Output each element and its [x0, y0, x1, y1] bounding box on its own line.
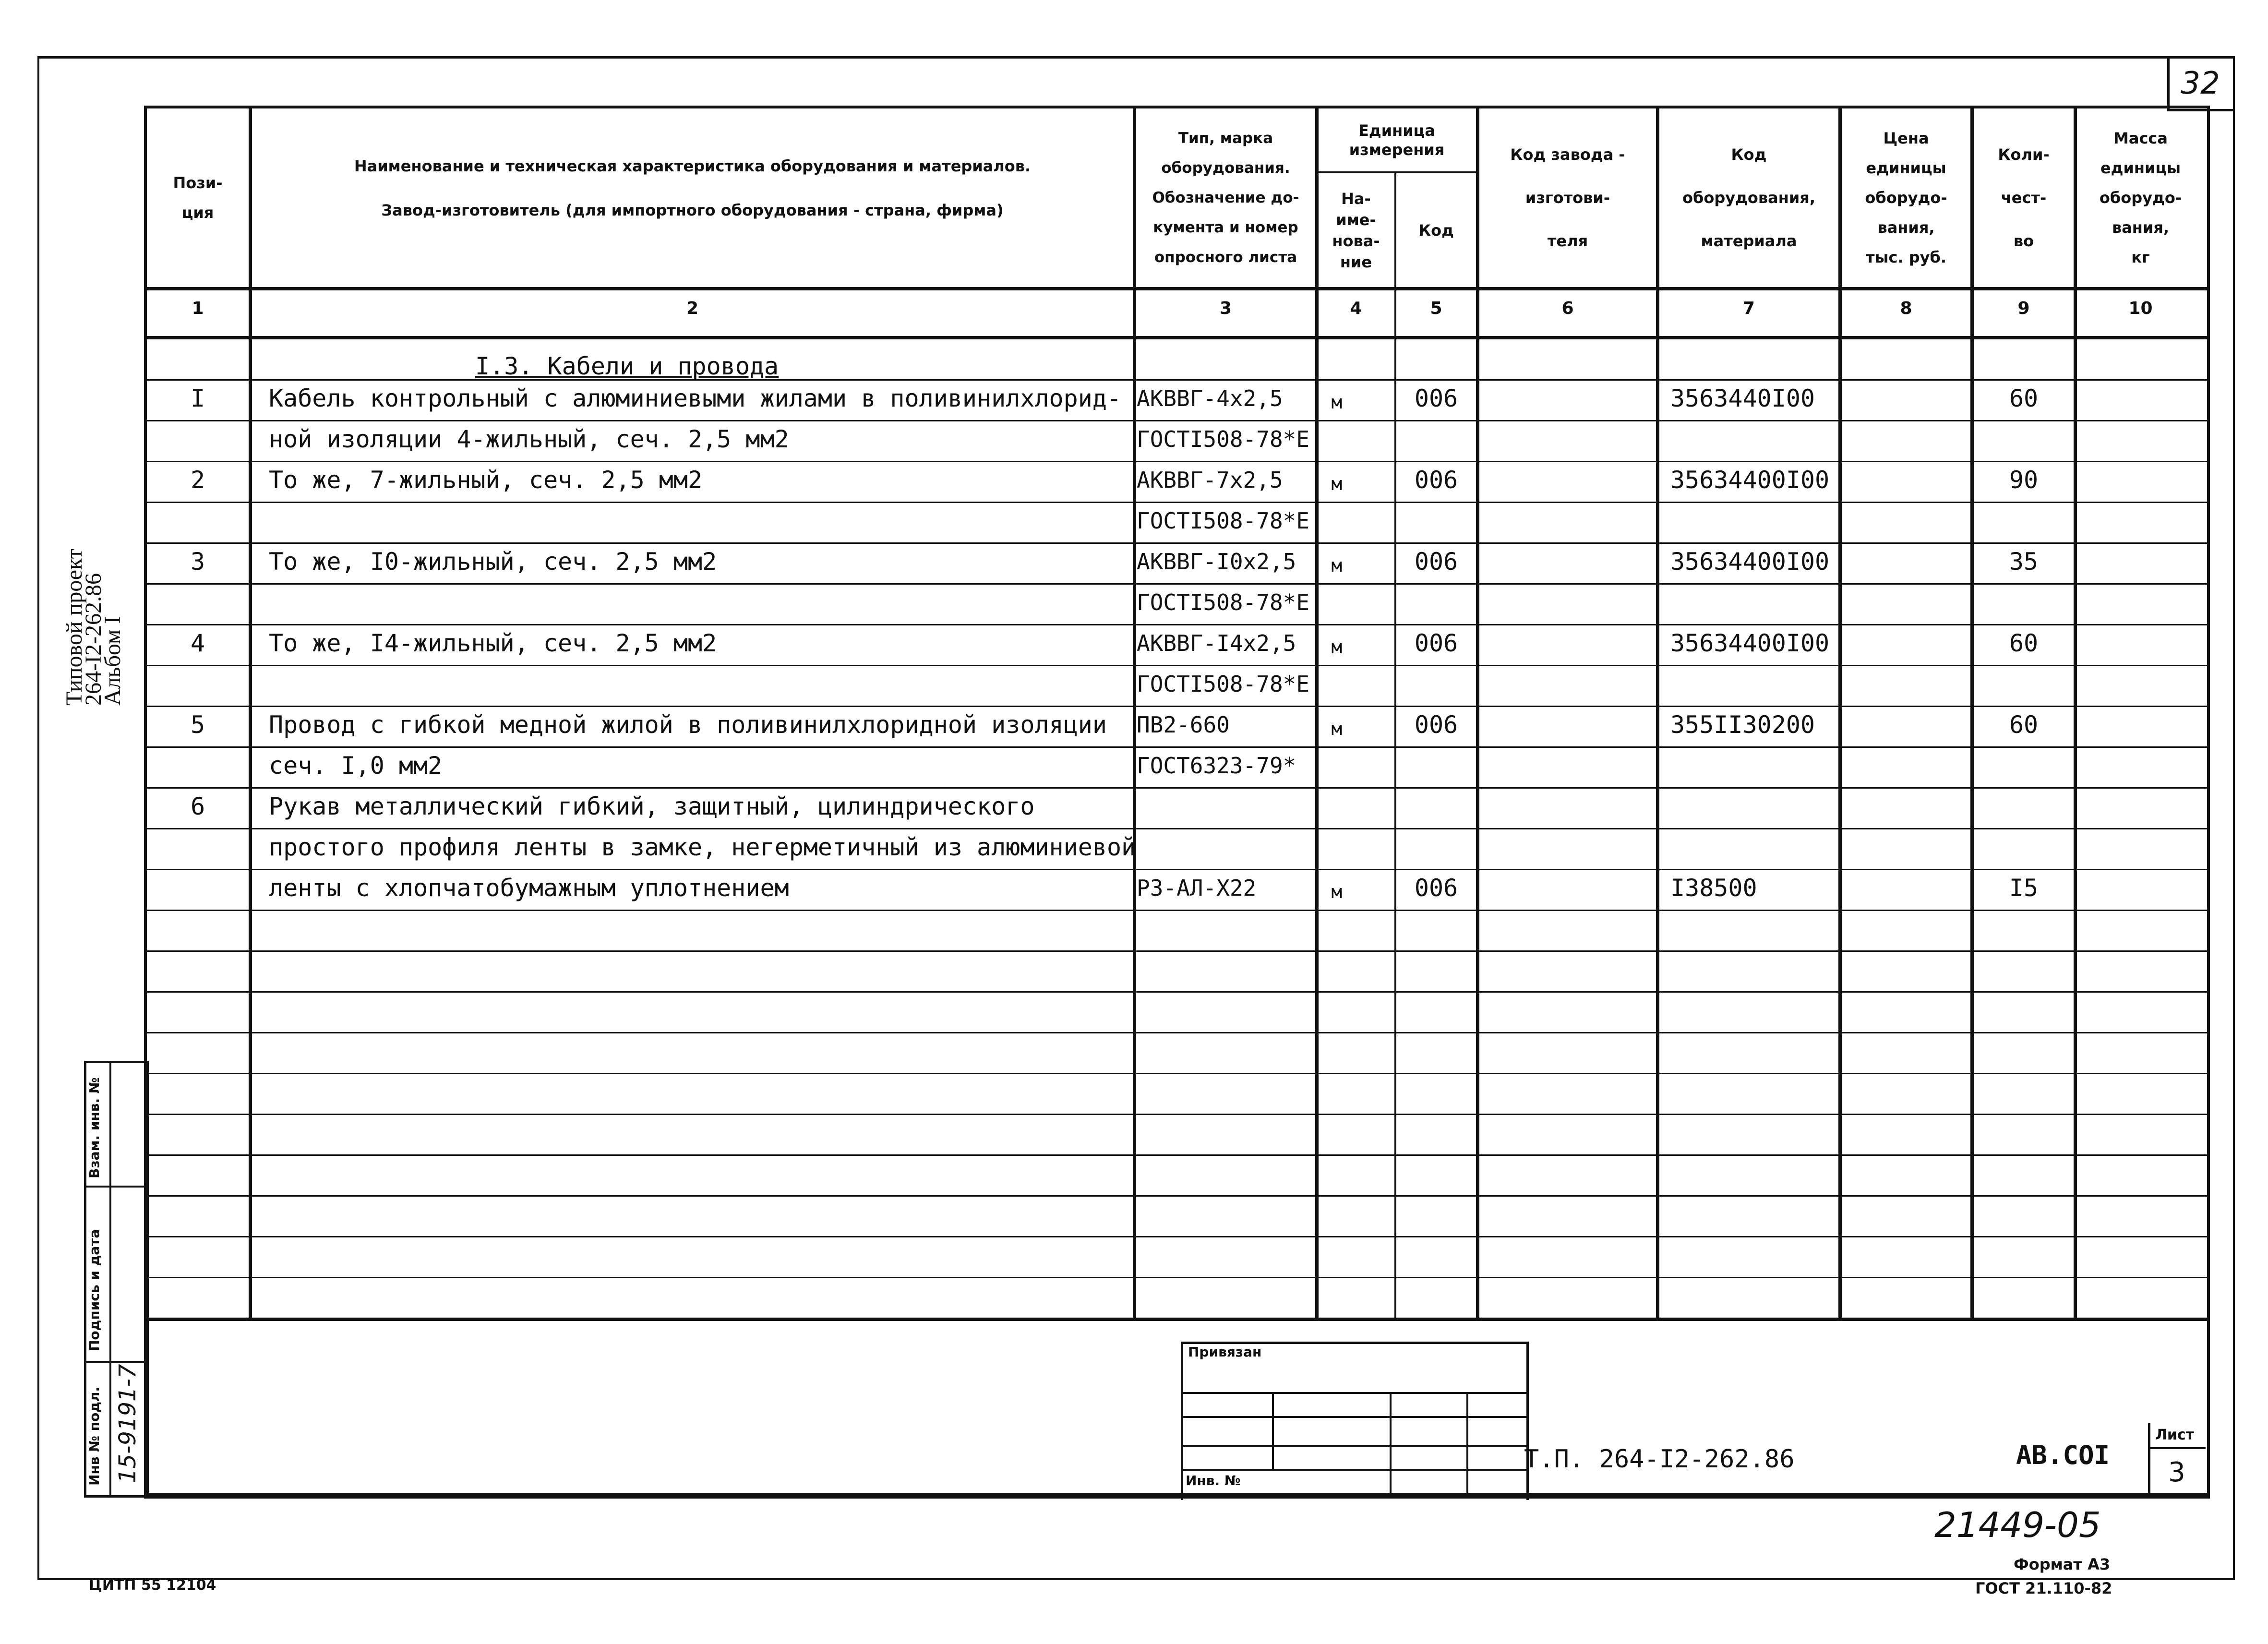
row-line	[144, 1154, 2207, 1156]
row-unit-code: 006	[1414, 711, 1458, 739]
row-name: Рукав металлический гибкий, защитный, цилиндрического	[269, 792, 1035, 820]
privyazan-line-2	[1181, 1416, 1526, 1418]
row-quantity: 60	[2009, 711, 2039, 739]
column-number: 7	[1742, 299, 1755, 318]
row-name: ной изоляции 4-жильный, сеч. 2,5 мм2	[269, 425, 789, 453]
stamp-inv-value: 15-9191-7	[114, 1364, 141, 1483]
row-line	[144, 583, 2207, 585]
row-name: ленты с хлопчатобумажным уплотнением	[269, 874, 789, 902]
row-type: ГОСТ6323-79*	[1137, 753, 1296, 779]
row-line	[144, 379, 2207, 381]
row-unit-code: 006	[1414, 466, 1458, 494]
row-name: сеч. I,0 мм2	[269, 752, 443, 780]
list-box-line	[2148, 1447, 2206, 1449]
side-stamp-line-1	[84, 1186, 146, 1188]
row-line	[144, 420, 2207, 421]
header-type: Тип, марка оборудования. Обозначение до- кумента и номер опросного листа	[1152, 130, 1299, 266]
side-stamp-divider	[109, 1061, 111, 1495]
col-line-7	[1838, 106, 1842, 1319]
row-line	[144, 1073, 2207, 1074]
row-unit: м	[1331, 392, 1343, 413]
rows-bottom-line	[144, 1318, 2207, 1321]
row-line	[144, 869, 2207, 870]
col-line-9	[2074, 106, 2077, 1319]
privyazan-label: Привязан	[1188, 1344, 1262, 1360]
row-material-code: 355II30200	[1670, 711, 1815, 739]
row-quantity: 35	[2009, 548, 2039, 576]
footer-left: ЦИТП 55 12104	[89, 1577, 216, 1594]
row-name: То же, I4-жильный, сеч. 2,5 мм2	[269, 629, 717, 657]
row-line	[144, 542, 2207, 544]
row-type: РЗ-АЛ-Х22	[1137, 875, 1257, 901]
row-unit: м	[1331, 555, 1343, 576]
handwritten-number: 21449-05	[1934, 1505, 2101, 1545]
row-line	[144, 502, 2207, 503]
header-factory-code: Код завода - изготови- теля	[1510, 145, 1625, 250]
header-equipment-code: Код оборудования, материала	[1682, 145, 1815, 250]
title-block-bottom-line	[144, 1493, 2207, 1496]
col-line-8	[1970, 106, 1974, 1319]
row-name: То же, 7-жильный, сеч. 2,5 мм2	[269, 466, 703, 494]
row-position: 4	[190, 629, 205, 657]
row-type: АКВВГ-I0х2,5	[1137, 549, 1296, 575]
header-bottom-line	[144, 287, 2207, 290]
column-number: 4	[1350, 299, 1362, 318]
row-line	[144, 991, 2207, 993]
sheet-corner-number: 32	[2181, 66, 2220, 101]
privyazan-line-3	[1181, 1445, 1526, 1447]
row-position: 5	[190, 711, 205, 739]
row-quantity: 60	[2009, 629, 2039, 657]
row-line	[144, 1236, 2207, 1237]
row-name: простого профиля ленты в замке, негерметичный из алюминиевой	[269, 833, 1136, 861]
header-price: Цена единицы оборудо- вания, тыс. руб.	[1865, 129, 1947, 266]
section-title: I.3. Кабели и провода	[475, 352, 779, 380]
sheet-code: АВ.COI	[2016, 1440, 2110, 1470]
row-position: 2	[190, 466, 205, 494]
row-quantity: I5	[2009, 874, 2039, 902]
row-type: ПВ2-660	[1137, 712, 1230, 738]
row-type: АКВВГ-4х2,5	[1137, 385, 1283, 411]
col-line-4	[1394, 171, 1396, 1319]
row-material-code: 35634400I00	[1670, 466, 1830, 494]
column-number: 1	[192, 299, 204, 318]
stamp-inv-label: Инв № подл.	[86, 1386, 102, 1486]
row-material-code: 3563440I00	[1670, 384, 1815, 412]
row-line	[144, 1114, 2207, 1115]
row-type: ГОСТI508-78*Е	[1137, 671, 1310, 697]
privyazan-col-1	[1272, 1392, 1274, 1469]
row-line	[144, 461, 2207, 462]
stamp-vzam-label: Взам. инв. №	[86, 1077, 102, 1178]
list-label: Лист	[2155, 1427, 2195, 1443]
row-unit-code: 006	[1414, 384, 1458, 412]
row-type: ГОСТI508-78*Е	[1137, 508, 1310, 534]
row-line	[144, 1277, 2207, 1278]
header-unit-code: Код	[1418, 221, 1454, 240]
doc-code: Т.П. 264-I2-262.86	[1524, 1445, 1795, 1474]
row-quantity: 90	[2009, 466, 2039, 494]
row-type: АКВВГ-I4х2,5	[1137, 630, 1296, 656]
row-type: ГОСТI508-78*Е	[1137, 589, 1310, 615]
header-mass: Масса единицы оборудо- вания, кг	[2099, 129, 2182, 266]
colnum-bottom-line	[144, 336, 2207, 339]
row-type: ГОСТI508-78*Е	[1137, 426, 1310, 452]
row-name: Кабель контрольный с алюминиевыми жилами в поливинилхлорид-	[269, 384, 1122, 412]
col-line-6	[1656, 106, 1659, 1319]
row-line	[144, 787, 2207, 789]
inv-no-label: Инв. №	[1186, 1473, 1241, 1488]
row-unit-code: 006	[1414, 548, 1458, 576]
col-line-2	[1133, 106, 1136, 1319]
row-unit: м	[1331, 636, 1343, 658]
row-line	[144, 746, 2207, 748]
row-material-code: 35634400I00	[1670, 548, 1830, 576]
row-line	[144, 910, 2207, 911]
side-stamp-line-2	[84, 1361, 146, 1363]
column-number: 3	[1219, 299, 1232, 318]
row-quantity: 60	[2009, 384, 2039, 412]
row-line	[144, 1195, 2207, 1197]
footer-format: Формат А3	[2014, 1555, 2111, 1573]
header-position: Пози- ция	[173, 174, 223, 222]
header-quantity: Коли- чест- во	[1998, 145, 2050, 250]
privyazan-line-1	[1181, 1392, 1526, 1394]
col-line-5	[1476, 106, 1479, 1319]
column-number: 5	[1430, 299, 1442, 318]
header-name: Наименование и техническая характеристика оборудования и материалов. Завод-изготовитель (для импортного оборудования - страна, фирма)	[354, 157, 1031, 219]
privyazan-line-4	[1181, 1469, 1526, 1471]
column-number: 10	[2128, 299, 2153, 318]
row-line	[144, 950, 2207, 952]
row-unit: м	[1331, 473, 1343, 494]
privyazan-col-3	[1466, 1392, 1468, 1498]
row-type: АКВВГ-7х2,5	[1137, 467, 1283, 493]
column-number: 8	[1900, 299, 1912, 318]
row-name: Провод с гибкой медной жилой в поливинилхлоридной изоляции	[269, 711, 1107, 739]
header-unit-name: На- име- нова- ние	[1332, 189, 1380, 271]
footer-gost: ГОСТ 21.110-82	[1975, 1579, 2112, 1597]
column-number: 2	[686, 299, 699, 318]
col-line-1	[249, 106, 252, 1319]
row-name: То же, I0-жильный, сеч. 2,5 мм2	[269, 548, 717, 576]
column-number: 9	[2017, 299, 2030, 318]
stamp-podpis-label: Подпись и дата	[86, 1229, 102, 1351]
row-line	[144, 828, 2207, 829]
row-line	[144, 1032, 2207, 1033]
privyazan-col-2	[1390, 1392, 1392, 1498]
row-line	[144, 665, 2207, 666]
row-line	[144, 624, 2207, 625]
column-number: 6	[1561, 299, 1574, 318]
row-material-code: 35634400I00	[1670, 629, 1830, 657]
row-unit-code: 006	[1414, 629, 1458, 657]
row-position: 6	[190, 792, 205, 820]
side-project-label: Типовой проект 264-I2-262.86 Альбом I	[61, 549, 125, 706]
row-unit-code: 006	[1414, 874, 1458, 902]
row-unit: м	[1331, 718, 1343, 739]
row-unit: м	[1331, 881, 1343, 902]
row-line	[144, 706, 2207, 707]
header-unit-group: Единица измерения	[1349, 121, 1445, 159]
list-value: 3	[2168, 1457, 2185, 1488]
row-position: 3	[190, 548, 205, 576]
row-position: I	[190, 384, 205, 412]
row-material-code: I38500	[1670, 874, 1757, 902]
